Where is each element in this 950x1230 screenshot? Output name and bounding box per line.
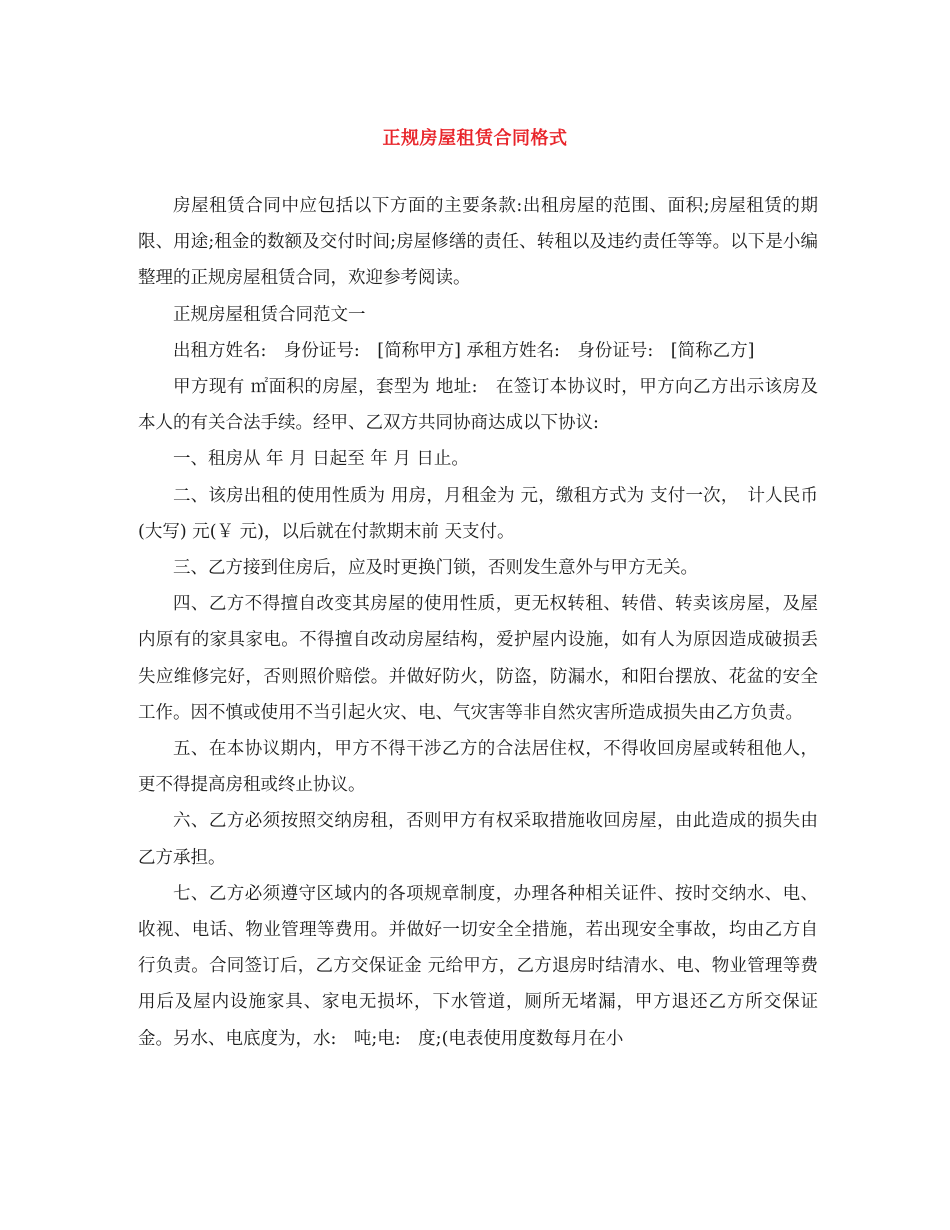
document-title: 正规房屋租赁合同格式: [382, 128, 568, 149]
paragraph-clause-4: 四、乙方不得擅自改变其房屋的使用性质，更无权转租、转借、转卖该房屋，及屋内原有的家具家电。不得擅自改动房屋结构，爱护屋内设施，如有人为原因造成破损丢失应维修完好，否则照价赔偿。并做好防火，防盗，防漏水，和阳台摆放、花盆的安全工作。因不慎或使用不当引起火灾、电、气灾害等非自然灾害所造成损失由乙方负责。: [138, 594, 818, 723]
paragraph-clause-2: 二、该房出租的使用性质为 用房，月租金为 元，缴租方式为 支付一次， 计人民币(大写) 元(￥ 元)，以后就在付款期末前 天支付。: [138, 485, 818, 542]
document-body: [138, 188, 818, 1057]
paragraph-sample-heading: 正规房屋租赁合同范文一: [173, 304, 366, 325]
paragraph-clause-3: 三、乙方接到住房后，应及时更换门锁，否则发生意外与甲方无关。: [173, 558, 698, 579]
paragraph-clause-7: 七、乙方必须遵守区域内的各项规章制度，办理各种相关证件、按时交纳水、电、收视、电话、物业管理等费用。并做好一切安全全措施，若出现安全事故，均由乙方自行负责。合同签订后，乙方交保证金 元给甲方，乙方退房时结清水、电、物业管理等费用后及屋内设施家具、家电无损坏，下水管道，厕所无堵漏，甲方退还乙方所交保证金。另水、电底度为，水: 吨;电: 度;(电表使用度数每月在小: [138, 883, 818, 1049]
paragraph-parties: 出租方姓名: 身份证号: [简称甲方] 承租方姓名: 身份证号: [简称乙方]: [173, 340, 755, 361]
paragraph-intro: 房屋租赁合同中应包括以下方面的主要条款:出租房屋的范围、面积;房屋租赁的期限、用途;租金的数额及交付时间;房屋修缮的责任、转租以及违约责任等等。以下是小编整理的正规房屋租赁合同，欢迎参考阅读。: [138, 196, 818, 289]
paragraph-clause-6: 六、乙方必须按照交纳房租，否则甲方有权采取措施收回房屋，由此造成的损失由乙方承担。: [138, 811, 818, 868]
paragraph-clause-1: 一、租房从 年 月 日起至 年 月 日止。: [173, 449, 469, 470]
paragraph-clause-5: 五、在本协议期内，甲方不得干涉乙方的合法居住权，不得收回房屋或转租他人，更不得提高房租或终止协议。: [138, 739, 818, 796]
paragraph-property: 甲方现有 ㎡面积的房屋，套型为 地址: 在签订本协议时，甲方向乙方出示该房及本人的有关合法手续。经甲、乙双方共同协商达成以下协议:: [138, 377, 818, 434]
